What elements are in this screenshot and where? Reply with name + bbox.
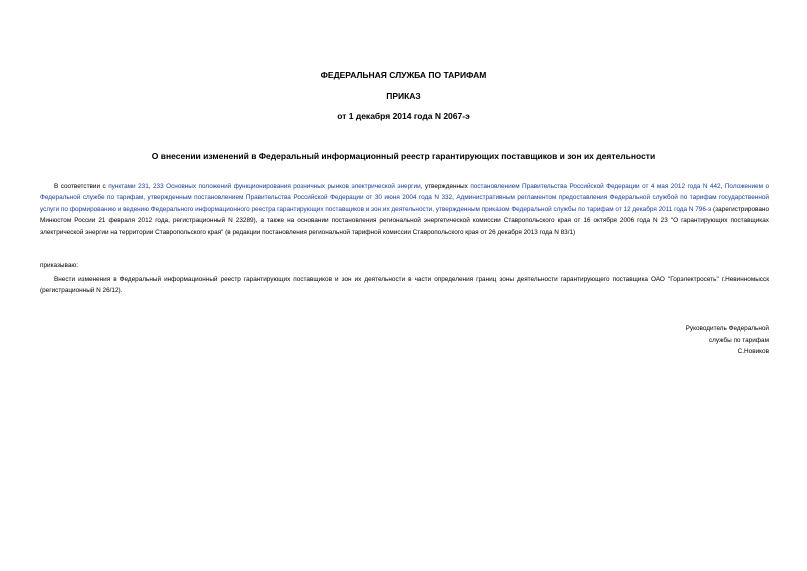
preamble-text-1: В соответствии с: [54, 183, 109, 190]
link-government-decree-442[interactable]: постановлением Правительства Российской Федерации от 4 мая 2012 года N 442: [470, 183, 721, 190]
signature-department: службы по тарифам: [708, 336, 769, 344]
link-fst-regulation-332[interactable]: Положением о Федеральной службе по тарифам, утвержденным постановлением Правительства Российской Федерации от 30 июня 2004 года N 332: [40, 183, 770, 202]
order-label: приказываю:: [40, 262, 78, 269]
document-title: О внесении изменений в Федеральный информационный реестр гарантирующих поставщиков и зон их деятельности: [151, 151, 656, 161]
link-administrative-regulation-796[interactable]: Административным регламентом предоставления Федеральной службой по тарифам государственной услуги по формированию и ведению Федерального информационного реестра гарантирующих поставщиков и зон их деятельности, утвержденным приказом Федеральной службы по тарифам от 12 декабря 2011 года N 796-э: [40, 194, 769, 213]
preamble-text-4: ,: [452, 194, 457, 202]
link-retail-market-provisions[interactable]: пунктами 231, 233 Основных положений функционирования розничных рынков электрической энергии: [108, 183, 421, 190]
signature-block: [686, 323, 769, 358]
document-type-heading: ПРИКАЗ: [386, 91, 421, 101]
signature-position: Руководитель Федеральной: [685, 325, 769, 332]
preamble-text-5: (зарегистрировано Минюстом России 21 февраля 2012 года, регистрационный N 23289), а также на основании постановления региональной энергетической комиссии Ставропольского края от 16 октября 2006 года N 23 "О гарантирующих поставщиках электрической энергии на территории Ставропольского края" (в редакции постановления региональной тарифной комиссии Ставропольского края от 26 декабря 2013 года N 83/1): [40, 205, 769, 236]
preamble-text-2: , утвержденных: [420, 183, 471, 190]
document-date-number: от 1 декабря 2014 года N 2067-э: [337, 111, 470, 121]
preamble-paragraph: [40, 181, 769, 238]
order-paragraph: Внести изменения в Федеральный информационный реестр гарантирующих поставщиков и зон их деятельности в части определения границ зоны деятельности гарантирующего поставщика ОАО "Горэлектросеть" г.Невинномысск (регистрационный N 26/12).: [40, 276, 769, 295]
agency-heading: ФЕДЕРАЛЬНАЯ СЛУЖБА ПО ТАРИФАМ: [320, 70, 487, 80]
preamble-text-3: ,: [720, 183, 725, 190]
signature-name: С.Новиков: [737, 348, 769, 356]
